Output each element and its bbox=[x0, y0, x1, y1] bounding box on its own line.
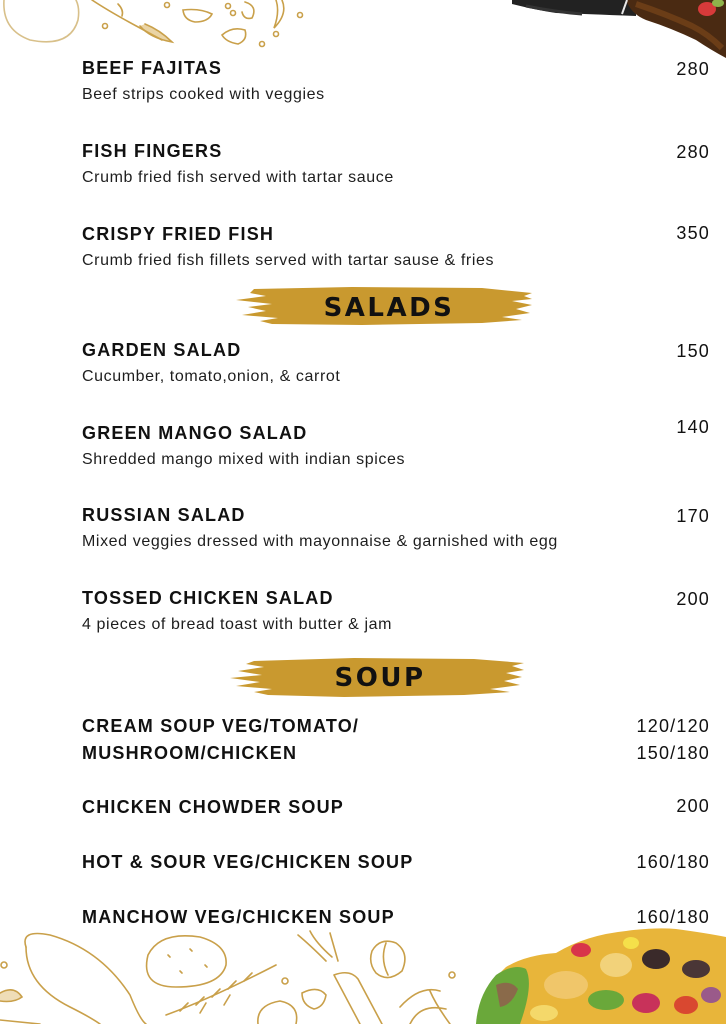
vegetable-illustration-icon bbox=[0, 925, 470, 1024]
section-heading-salads bbox=[232, 283, 538, 333]
item-price-line-2: 150/180 bbox=[636, 743, 710, 763]
item-name: TOSSED CHICKEN SALAD bbox=[82, 588, 334, 608]
item-name: BEEF FAJITAS bbox=[82, 58, 223, 78]
item-description: 4 pieces of bread toast with butter & jam bbox=[82, 616, 393, 633]
item-description: Shredded mango mixed with indian spices bbox=[82, 451, 406, 468]
item-price bbox=[637, 713, 710, 767]
item-price-line-1: 120/120 bbox=[636, 716, 710, 736]
dish-photo-icon bbox=[496, 0, 726, 60]
item-name bbox=[82, 713, 359, 767]
item-price: 200 bbox=[676, 589, 710, 609]
item-price: 150 bbox=[676, 341, 710, 361]
item-price: 170 bbox=[676, 506, 710, 526]
item-price: 350 bbox=[676, 223, 710, 243]
item-name: CHICKEN CHOWDER SOUP bbox=[82, 797, 345, 817]
item-name: HOT & SOUR VEG/CHICKEN SOUP bbox=[82, 852, 414, 872]
item-description: Crumb fried fish served with tartar sauce bbox=[82, 169, 394, 186]
vegetable-illustration-icon bbox=[0, 0, 320, 50]
item-price: 280 bbox=[676, 59, 710, 79]
item-name: GARDEN SALAD bbox=[82, 340, 242, 360]
item-name: RUSSIAN SALAD bbox=[82, 505, 246, 525]
item-price: 200 bbox=[676, 796, 710, 816]
item-name: GREEN MANGO SALAD bbox=[82, 423, 308, 443]
section-title: SOUP bbox=[334, 663, 426, 693]
item-description: Mixed veggies dressed with mayonnaise & garnished with egg bbox=[82, 533, 558, 550]
salad-photo-icon bbox=[456, 925, 726, 1024]
item-price: 140 bbox=[676, 417, 710, 437]
item-price: 160/180 bbox=[636, 907, 710, 927]
item-name: MANCHOW VEG/CHICKEN SOUP bbox=[82, 907, 395, 927]
item-name-line-2: MUSHROOM/CHICKEN bbox=[82, 743, 298, 763]
item-name: FISH FINGERS bbox=[82, 141, 223, 161]
section-title: SALADS bbox=[323, 293, 455, 323]
item-name: CRISPY FRIED FISH bbox=[82, 224, 275, 244]
item-description: Crumb fried fish fillets served with tartar sause & fries bbox=[82, 252, 495, 269]
item-description: Beef strips cooked with veggies bbox=[82, 86, 325, 103]
item-description: Cucumber, tomato,onion, & carrot bbox=[82, 368, 341, 385]
item-price: 280 bbox=[676, 142, 710, 162]
section-heading-soup bbox=[224, 653, 528, 703]
item-name-line-1: CREAM SOUP VEG/TOMATO/ bbox=[82, 716, 360, 736]
item-price: 160/180 bbox=[636, 852, 710, 872]
